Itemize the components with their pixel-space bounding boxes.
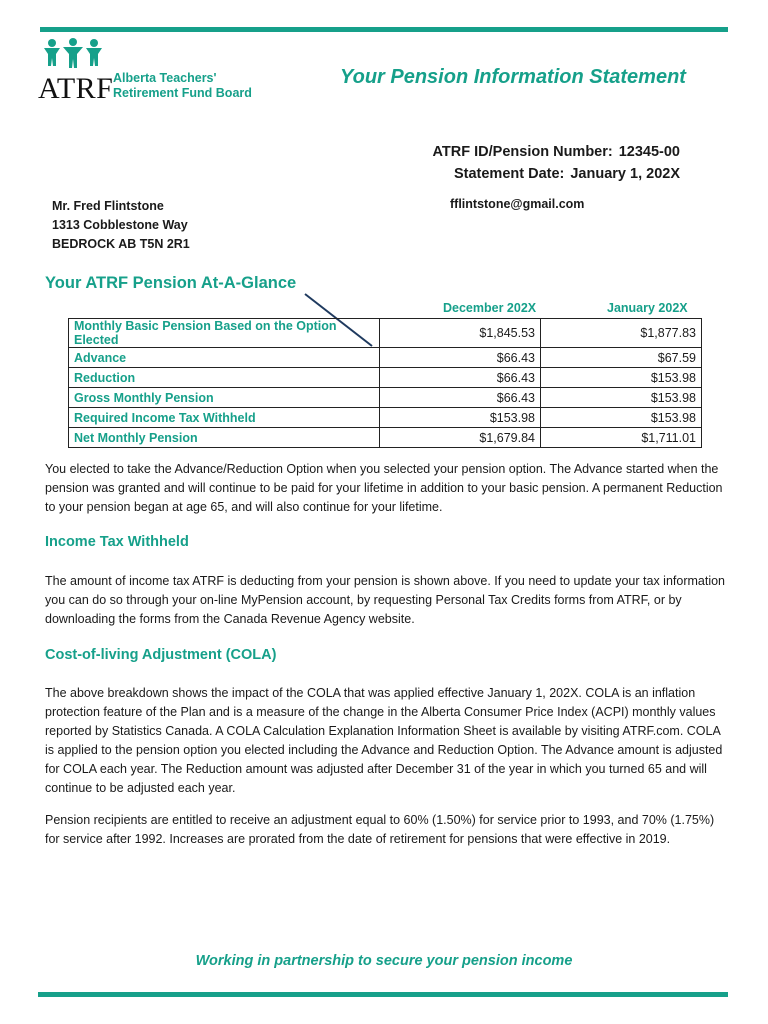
january-value: $153.98 (541, 368, 702, 388)
december-value: $66.43 (380, 388, 541, 408)
cola-paragraph: The above breakdown shows the impact of the COLA that was applied effective January 1, 202X. COLA is an inflation protection feature of the Plan and is a measure of the change in the Alberta Consumer Price Index (ACPI) monthly values reported by Statistics Canada. A COLA Calculation Explanation Information Sheet is available by visiting ATRF.com. COLA is applied to the pension option you elected including the Advance and Reduction Option. The Advance amount is adjusted for COLA each year. The Reduction amount was adjusted after December 31 of the year in which you turned 65 and will continue to be adjusted each year. (45, 686, 723, 795)
december-value: $153.98 (380, 408, 541, 428)
advance-reduction-paragraph: You elected to take the Advance/Reduction Option when you selected your pension option. The Advance started when the pension was granted and will continue to be paid for your lifetime in addition to your basic pension. A permanent Reduction to your pension began at age 65, and will also continue for your lifetime. (45, 462, 723, 514)
row-label: Reduction (69, 368, 380, 388)
logo-wordmark: ATRF (38, 72, 114, 105)
january-value: $153.98 (541, 408, 702, 428)
statement-date-value: January 1, 202X (570, 166, 680, 182)
row-label: Gross Monthly Pension (69, 388, 380, 408)
income-tax-paragraph: The amount of income tax ATRF is deducting from your pension is shown above. If you need to update your tax information you can do so through your on-line MyPension account, by requesting Personal Tax Credits forms from ATRF, or by downloading the forms from the Canada Revenue Agency website. (45, 574, 725, 626)
december-value: $66.43 (380, 368, 541, 388)
top-divider (40, 27, 728, 32)
statement-id-block (433, 141, 680, 185)
recipient-address (52, 197, 190, 254)
organization-name-line1: Alberta Teachers' (113, 71, 217, 85)
recipient-street: 1313 Cobblestone Way (52, 218, 188, 232)
income-tax-heading: Income Tax Withheld (45, 534, 189, 550)
january-value: $67.59 (541, 348, 702, 368)
row-label: Advance (69, 348, 380, 368)
january-value: $153.98 (541, 388, 702, 408)
december-value: $1,679.84 (380, 428, 541, 448)
column-header-december: December 202X (443, 301, 537, 315)
december-value: $66.43 (380, 348, 541, 368)
table-row (69, 368, 702, 388)
organization-name-line2: Retirement Fund Board (113, 86, 252, 100)
row-label: Net Monthly Pension (69, 428, 380, 448)
table-row (69, 319, 702, 348)
footer-tagline: Working in partnership to secure your pension income (195, 953, 573, 969)
statement-date-label: Statement Date: (453, 166, 565, 182)
table-row (69, 388, 702, 408)
pension-number-value: 12345-00 (618, 144, 680, 160)
statement-title: Your Pension Information Statement (340, 66, 686, 88)
organization-name (113, 71, 252, 101)
recipient-email: fflintstone@gmail.com (450, 197, 585, 211)
pension-glance-table (68, 318, 702, 448)
cola-heading: Cost-of-living Adjustment (COLA) (45, 647, 277, 663)
table-row (69, 408, 702, 428)
recipient-city: BEDROCK AB T5N 2R1 (52, 237, 190, 251)
december-value: $1,845.53 (380, 319, 541, 348)
pension-number-label: ATRF ID/Pension Number: (432, 144, 613, 160)
row-label: Required Income Tax Withheld (69, 408, 380, 428)
column-header-january: January 202X (607, 301, 688, 315)
recipient-name: Mr. Fred Flintstone (52, 199, 164, 213)
bottom-divider (38, 992, 728, 997)
glance-heading: Your ATRF Pension At-A-Glance (45, 274, 297, 292)
january-value: $1,877.83 (541, 319, 702, 348)
statement-date-line (433, 163, 680, 185)
cola-entitlement-paragraph: Pension recipients are entitled to receive an adjustment equal to 60% (1.50%) for service prior to 1993, and 70% (1.75%) for service after 1992. Increases are prorated from the date of retirement for pensions that were effective in 2019. (45, 813, 715, 846)
january-value: $1,711.01 (541, 428, 702, 448)
pension-number-line (433, 141, 680, 163)
three-people-icon (42, 38, 104, 74)
atrf-logo (38, 38, 253, 104)
table-row (69, 348, 702, 368)
row-label: Monthly Basic Pension Based on the Option Elected (69, 319, 380, 348)
table-row (69, 428, 702, 448)
